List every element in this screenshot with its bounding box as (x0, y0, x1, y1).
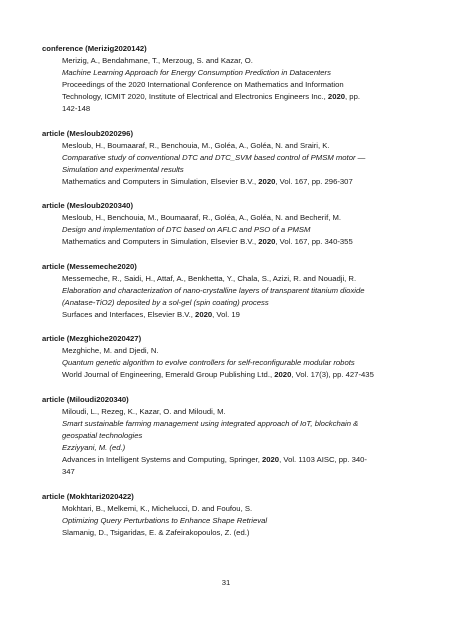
entry-title: Optimizing Query Perturbations to Enhance Shape Retrieval (62, 515, 268, 525)
entry-title: Smart sustainable farming management using integrated approach of IoT, blockchain & (62, 418, 359, 428)
entry-title: Machine Learning Approach for Energy Consumption Prediction in Datacenters (62, 68, 331, 77)
entry-year: 2020 (258, 176, 276, 186)
entry-pages: 142-148 (62, 104, 91, 113)
entry-authors: Mokhtari, B., Melkemi, K., Michelucci, D. and Foufou, S. (62, 503, 253, 513)
entry-editors: Slamanig, D., Tsigaridas, E. & Zafeirakopoulos, Z. (ed.) (62, 527, 250, 537)
entry-venue: Advances in Intelligent Systems and Computing, Springer, 2020, Vol. 1103 AISC, pp. 340- (62, 454, 367, 464)
entry-authors: Mesloub, H., Benchouia, M., Boumaaraf, R., Goléa, A., Goléa, N. and Becherif, M. (62, 213, 342, 223)
entry-title: (Anatase-TiO2) deposited by a sol-gel (spin coating) process (62, 297, 269, 307)
entry-key: article (Mesloub2020296) (42, 128, 134, 138)
entry-key: article (Mezghiche2020427) (42, 334, 142, 344)
entry-key: article (Mokhtari2020422) (42, 491, 134, 501)
page-number: 31 (221, 578, 231, 587)
entry-title: Comparative study of conventional DTC and DTC_SVM based control of PMSM motor — (62, 152, 366, 162)
bib-entry (42, 491, 414, 539)
bib-entry (42, 128, 414, 188)
bib-entry (42, 261, 414, 321)
entry-key: article (Mesloub2020340) (42, 201, 134, 211)
entry-venue: Mathematics and Computers in Simulation, Elsevier B.V., 2020, Vol. 167, pp. 296-307 (62, 176, 353, 186)
entry-authors: Mezghiche, M. and Djedi, N. (62, 346, 159, 356)
entry-title: Elaboration and characterization of nano-crystalline layers of transparent titanium dioxide (62, 285, 365, 295)
entry-venue: Technology, ICMIT 2020, Institute of Electrical and Electronics Engineers Inc., 2020, pp. (62, 92, 360, 101)
entry-year: 2020 (195, 309, 213, 319)
entry-authors: Miloudi, L., Rezeg, K., Kazar, O. and Miloudi, M. (62, 406, 226, 416)
entry-authors: Mesloub, H., Boumaaraf, R., Benchouia, M., Goléa, A., Goléa, N. and Srairi, K. (62, 140, 330, 150)
entry-authors: Messemeche, R., Saidi, H., Attaf, A., Benkhetta, Y., Chala, S., Azizi, R. and Nouadji, R. (62, 273, 357, 283)
entry-year: 2020 (261, 454, 280, 464)
entry-title: Quantum genetic algorithm to evolve controllers for self-reconfigurable modular robots (62, 358, 355, 368)
bib-entry (42, 333, 414, 381)
entry-pages: 347 (62, 466, 75, 476)
entry-key: article (Messemeche2020) (42, 261, 137, 271)
entry-venue: Mathematics and Computers in Simulation, Elsevier B.V., 2020, Vol. 167, pp. 340-355 (62, 237, 353, 247)
bib-entry (42, 43, 414, 115)
entry-year: 2020 (327, 92, 346, 101)
entry-editors: Ezziyyani, M. (ed.) (62, 442, 126, 452)
entry-year: 2020 (258, 237, 276, 247)
entry-key: article (Miloudi2020340) (42, 394, 129, 404)
entry-authors: Merizig, A., Bendahmane, T., Merzoug, S. and Kazar, O. (62, 56, 253, 65)
bibliography-list (42, 43, 414, 551)
entry-key: conference (Merizig2020142) (42, 44, 147, 53)
entry-venue: World Journal of Engineering, Emerald Group Publishing Ltd., 2020, Vol. 17(3), pp. 427-435 (62, 370, 374, 380)
entry-year: 2020 (274, 370, 292, 380)
entry-title: Design and implementation of DTC based on AFLC and PSO of a PMSM (62, 225, 311, 235)
entry-venue: Proceedings of the 2020 International Conference on Mathematics and Information (62, 80, 344, 89)
entry-title: Simulation and experimental results (62, 164, 184, 174)
entry-title: geospatial technologies (62, 430, 143, 440)
bib-entry (42, 200, 414, 248)
entry-venue: Surfaces and Interfaces, Elsevier B.V., 2020, Vol. 19 (62, 309, 240, 319)
bib-entry (42, 394, 414, 478)
